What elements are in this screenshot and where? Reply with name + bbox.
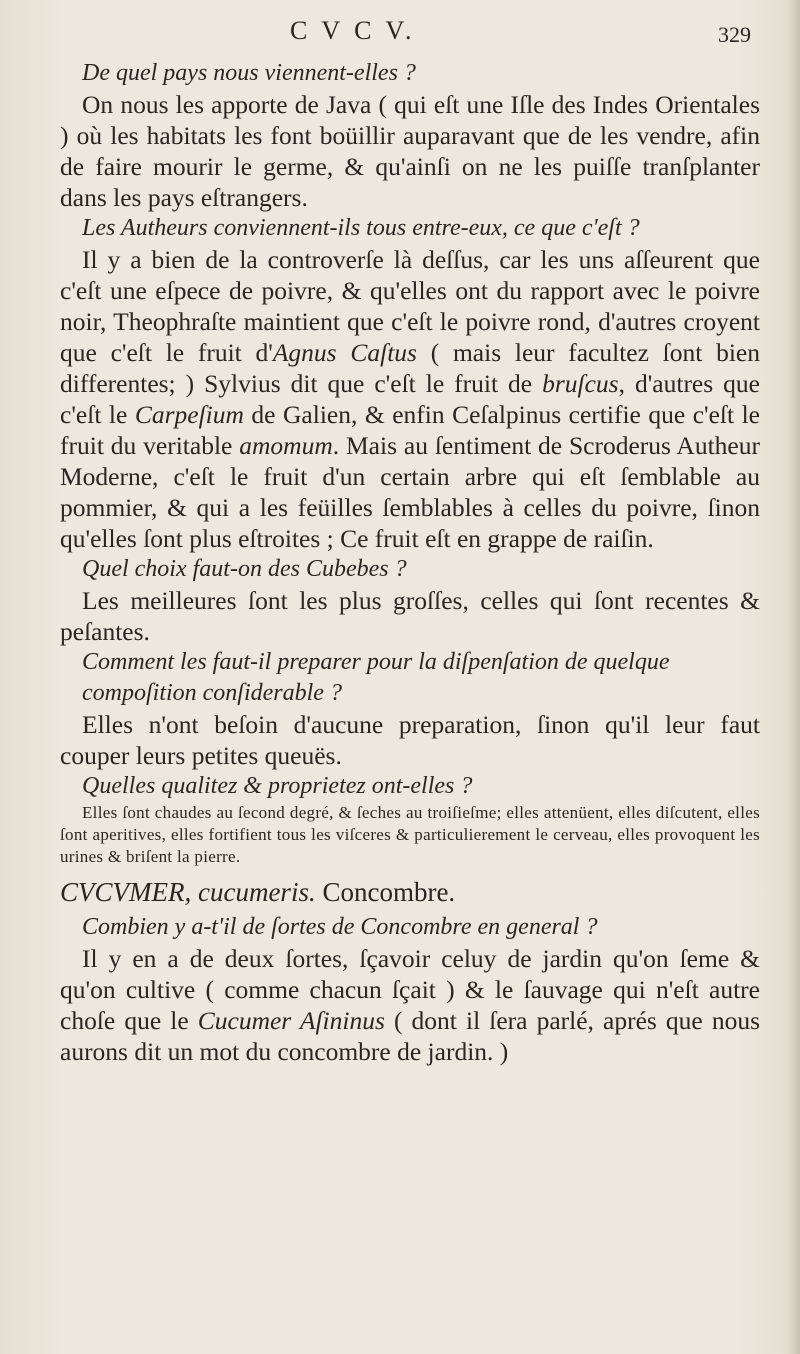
term-bruscus: bruſcus [542,369,619,398]
term-agnus-castus: Agnus Caſtus [272,338,417,367]
answer-authors-text: . Mais au ſentiment de Scroderus Autheur Moderne, c'eſt le fruit d'un certain arbre qui eſt ſemblable au pommier, & qui a les feüilles ſemblables à celles du poivre, ſinon qu'elles ſont plus eſtroites ; Ce fruit eſt en grappe de raiſin. [60,431,760,553]
entry-heading-cucumer [60,872,760,912]
answer-authors-text: , d'autres que c'eſt le [60,369,760,429]
page-number: 329 [718,22,751,47]
question-kinds: Combien y a-t'il de ſortes de Concombre en general ? [82,914,598,940]
answer-authors-text: Il y a bien de la controverſe là deſſus, car les uns aſſeurent que c'eſt une eſpece de poivre, & qu'elles ont du rapport avec le poivre noir, Theophraſte maintient que c'eſt le poivre rond, d'autres croyent que c'eſt le fruit d' [60,245,760,367]
heading-latin: , cucumeris. [184,877,316,907]
question-preparation: Comment les faut-il preparer pour la diſpenſation de quelque compoſition conſiderable ? [82,649,670,706]
running-head: C V C V. [290,16,416,45]
answer-kinds-text: ( dont il ſera parlé, aprés que nous aurons dit un mot du concombre de jardin. ) [60,1006,760,1066]
heading-caps: CVCVMER [60,877,185,907]
question-authors: Les Autheurs conviennent-ils tous entre-eux, ce que c'eſt ? [82,215,640,241]
answer-kinds [60,943,760,1067]
page-header [0,12,800,52]
page-body [60,58,760,1067]
answer-authors-text: de Galien, & enfin Ceſalpinus certifie que c'eſt le fruit du veritable [60,400,761,460]
answer-authors-text: ( mais leur facultez ſont bien differentes; ) Sylvius dit que c'eſt le fruit de [60,338,760,398]
term-cucumer-asininus: Cucumer Aſininus [197,1006,385,1035]
question-origin: De quel pays nous viennent-elles ? [82,60,416,86]
term-amomum: amomum [239,431,333,460]
question-choice: Quel choix faut-on des Cubebes ? [82,556,407,582]
answer-preparation: Elles n'ont beſoin d'aucune preparation, ſinon qu'il leur faut couper leurs petites queuës. [60,710,760,770]
page-edge-shadow [786,0,800,1354]
heading-french: Concombre. [315,877,456,907]
question-qualities: Quelles qualitez & proprietez ont-elles ? [82,773,473,799]
answer-kinds-text: Il y en a de deux ſortes, ſçavoir celuy de jardin qu'on ſeme & qu'on cultive ( comme chacun ſçait ) & le ſauvage qui n'eſt autre choſe que le [60,944,760,1035]
answer-qualities: Elles ſont chaudes au ſecond degré, & ſeches au troiſieſme; elles attenüent, elles diſcutent, elles ſont aperitives, elles fortifient tous les viſceres & particulierement le cerveau, elles provoquent les urines & briſent la pierre. [60,803,760,866]
answer-origin: On nous les apporte de Java ( qui eſt une Iſle des Indes Orientales ) où les habitats les font boüillir auparavant que de les vendre, afin de faire mourir le germe, & qu'ainſi on ne les puiſſe tranſplanter dans les pays eſtrangers. [60,90,760,212]
answer-choice: Les meilleures ſont les plus groſſes, celles qui ſont recentes & peſantes. [60,586,760,646]
answer-authors [60,244,760,554]
term-carpesium: Carpeſium [134,400,244,429]
